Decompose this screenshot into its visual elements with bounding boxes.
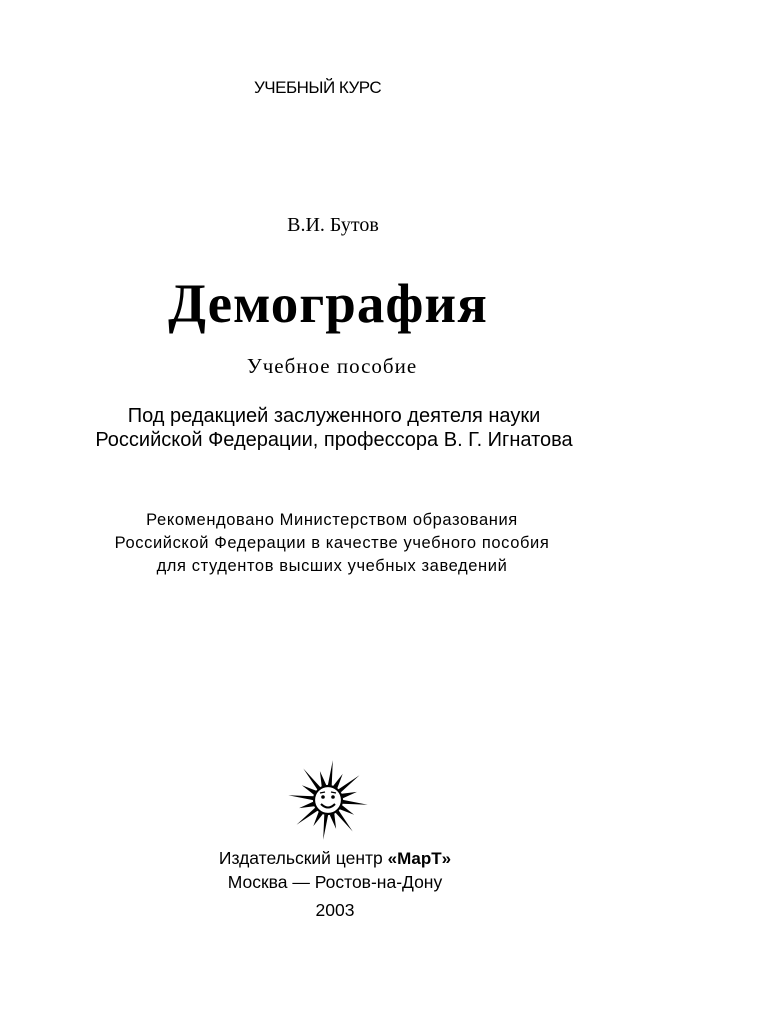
editor-line-1: Под редакцией заслуженного деятеля науки [127,405,541,427]
recommendation-line-1: Рекомендовано Министерством образования [146,511,518,529]
sun-ray [299,802,314,808]
sun-ray [330,814,336,829]
sun-ray [302,785,316,795]
sun-ray [333,774,343,788]
publisher-name [0,846,670,871]
sun-ray [288,795,313,800]
publisher-cities: Москва — Ростов-на-Дону [227,872,443,892]
sun-ray [342,792,357,798]
book-subtitle: Учебное пособие [246,354,418,378]
sun-ray [297,808,318,825]
publisher-prefix: Издательский центр [218,848,388,868]
sun-ray [343,800,368,805]
sun-ray [339,775,360,792]
sun-ray [336,811,353,832]
recommendation-line-3: для студентов высших учебных заведений [156,557,508,575]
editor-line-2: Российской Федерации, профессора В. Г. Игнатова [95,429,573,451]
sun-face-icon [284,758,376,842]
sun-ray [320,771,326,786]
sun-ray [313,812,323,826]
recommendation-line-2: Российской Федерации в качестве учебного пособия [114,534,550,552]
sun-ray [340,805,354,815]
sun-ray [323,815,328,840]
publisher-brand: «МарТ» [387,849,452,868]
author-name: В.И. Бутов [287,214,379,236]
sun-ray [303,769,320,790]
series-label: УЧЕБНЫЙ КУРС [254,78,382,97]
sun-ray [328,760,333,785]
book-title: Демография [168,273,488,334]
publication-year: 2003 [315,900,355,920]
